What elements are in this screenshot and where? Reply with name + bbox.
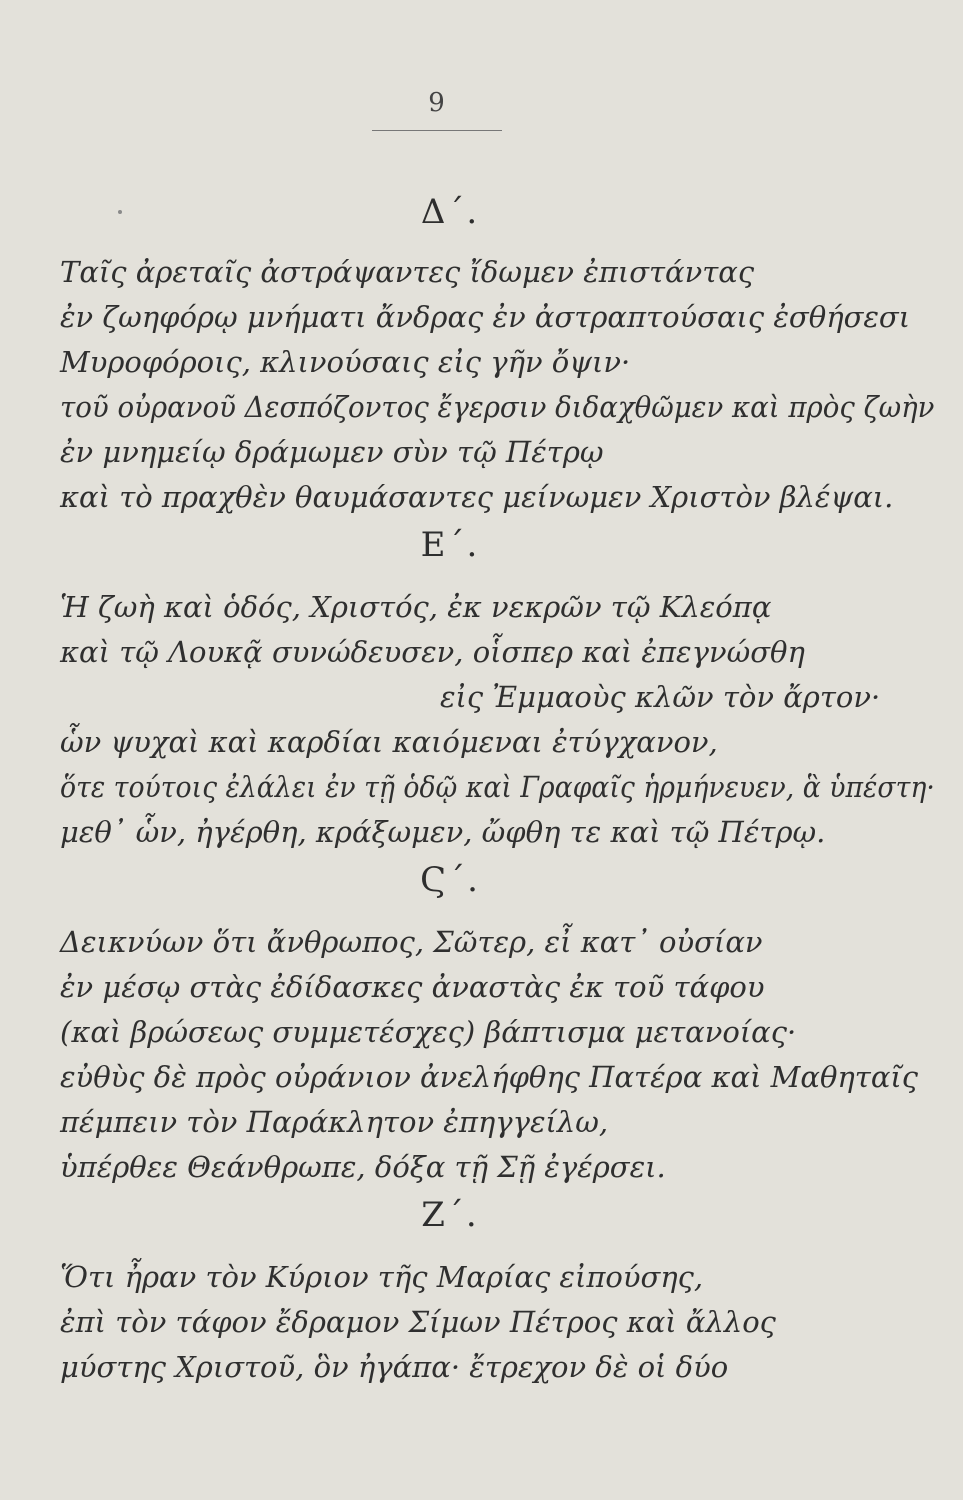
verse-line: ὅτε τούτοις ἐλάλει ἐν τῇ ὁδῷ καὶ Γραφαῖς ἡρμήνευεν, ἃ ὑπέστη·	[60, 770, 935, 804]
verse-line: ἐν μέσῳ στὰς ἐδίδασκες ἀναστὰς ἐκ τοῦ τάφου	[60, 970, 765, 1004]
verse-line: ἐν μνημείῳ δράμωμεν σὺν τῷ Πέτρῳ	[60, 435, 604, 469]
header-rule	[372, 130, 502, 131]
section-heading-stigma: Ϛ΄.	[420, 860, 480, 900]
verse-line: Ταῖς ἀρεταῖς ἀστράψαντες ἴδωμεν ἐπιστάντας	[60, 255, 755, 289]
verse-line: τοῦ οὐρανοῦ Δεσπόζοντος ἔγερσιν διδαχθῶμεν καὶ πρὸς ζωὴν	[60, 390, 935, 424]
verse-line: ἐπὶ τὸν τάφον ἔδραμον Σίμων Πέτρος καὶ ἄλλος	[60, 1305, 776, 1339]
section-heading-delta: Δ΄.	[420, 192, 480, 232]
section-heading-epsilon: Ε΄.	[420, 525, 480, 565]
verse-line: πέμπειν τὸν Παράκλητον ἐπηγγείλω,	[60, 1105, 609, 1139]
verse-line: ὑπέρθεε Θεάνθρωπε, δόξα τῇ Σῇ ἐγέρσει.	[60, 1150, 666, 1184]
verse-line: Δεικνύων ὅτι ἄνθρωπος, Σῶτερ, εἶ κατ᾽ οὐσίαν	[60, 925, 763, 959]
verse-line: Ἡ ζωὴ καὶ ὁδός, Χριστός, ἐκ νεκρῶν τῷ Κλεόπᾳ	[60, 590, 772, 624]
verse-line: μεθ᾽ ὧν, ἠγέρθη, κράξωμεν, ὤφθη τε καὶ τῷ Πέτρῳ.	[60, 815, 826, 849]
verse-line: καὶ τῷ Λουκᾷ συνώδευσεν, οἷσπερ καὶ ἐπεγνώσθη	[60, 635, 805, 669]
section-heading-zeta: Ζ΄.	[421, 1195, 479, 1235]
verse-line: ὧν ψυχαὶ καὶ καρδίαι καιόμεναι ἐτύγχανον,	[60, 725, 718, 759]
verse-line: Ὅτι ἦραν τὸν Κύριον τῆς Μαρίας εἰπούσης,	[60, 1260, 704, 1294]
verse-line: καὶ τὸ πραχθὲν θαυμάσαντες μείνωμεν Χριστὸν βλέψαι.	[60, 480, 894, 514]
verse-line: Μυροφόροις, κλινούσαις εἰς γῆν ὄψιν·	[60, 345, 631, 379]
verse-line: (καὶ βρώσεως συμμετέσχες) βάπτισμα μετανοίας·	[60, 1015, 797, 1049]
verse-line: ἐν ζωηφόρῳ μνήματι ἄνδρας ἐν ἀστραπτούσαις ἐσθήσεσι	[60, 300, 911, 334]
page-number: 9	[428, 88, 445, 118]
verse-line: μύστης Χριστοῦ, ὃν ἠγάπα· ἔτρεχον δὲ οἱ δύο	[60, 1350, 729, 1384]
verse-line-indented: εἰς Ἐμμαοὺς κλῶν τὸν ἄρτον·	[440, 680, 881, 714]
verse-line: εὐθὺς δὲ πρὸς οὐράνιον ἀνελήφθης Πατέρα καὶ Μαθηταῖς	[60, 1060, 919, 1094]
